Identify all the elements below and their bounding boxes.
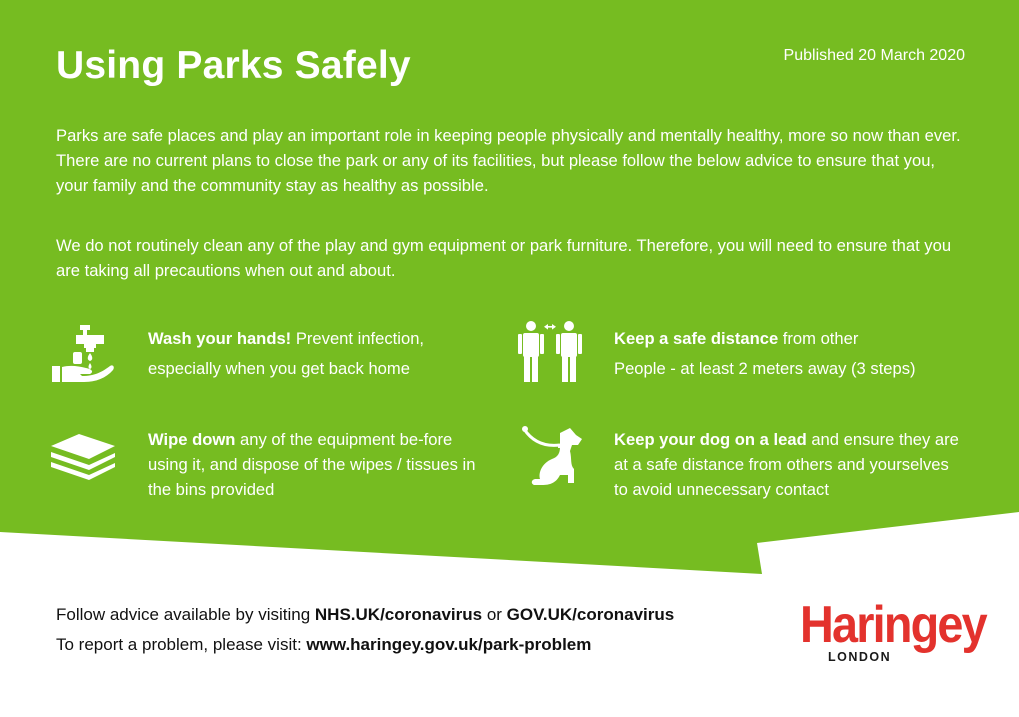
park-problem-link[interactable]: www.haringey.gov.uk/park-problem [306,635,592,654]
tip-dog-lead [614,427,959,502]
footer-advice-prefix: Follow advice available by visiting [56,605,315,624]
cleaning-paragraph: We do not routinely clean any of the play and gym equipment or park furniture. Therefore, you will need to ensure that you are taking all precautions when out and about. [56,236,952,280]
tip-wash-hands-heading: Wash your hands! [148,329,292,348]
tip-wipe-down-text: any of the equipment be-fore using it, and dispose of the wipes / tissues in the bins provided [148,430,476,499]
hand-wash-icon [50,322,116,384]
tip-safe-distance-text: from other [778,329,859,348]
published-date: Published 20 March 2020 [783,47,965,64]
tip-dog-lead-heading: Keep your dog on a lead [614,430,807,449]
tip-safe-distance [614,324,994,384]
haringey-logo [800,596,986,670]
intro-paragraph: Parks are safe places and play an important role in keeping people physically and mentally healthy, more so now than ever. There are no current plans to close the park or any of its facilities, but please follow the below advice to ensure that you, your family and the community stay as healthy as possible. [56,126,961,195]
logo-subtitle: LONDON [828,650,892,664]
tip-wash-hands-text-2: especially when you get back home [148,359,410,378]
page-title: Using Parks Safely [56,44,411,87]
footer-advice [56,605,674,625]
tip-wipe-down [148,427,483,502]
tip-dog-lead-text: and ensure they are at a safe distance from others and yourselves to avoid unnecessary contact [614,430,959,499]
footer-report [56,635,591,655]
tip-wipe-down-heading: Wipe down [148,430,236,449]
wipes-icon [49,432,119,482]
footer-report-prefix: To report a problem, please visit: [56,635,307,654]
tip-wash-hands [148,324,483,384]
tip-safe-distance-text-2: People - at least 2 meters away (3 steps) [614,359,916,378]
tip-wash-hands-text: Prevent infection, [291,329,425,348]
gov-link[interactable]: GOV.UK/coronavirus [506,605,675,624]
nhs-link[interactable]: NHS.UK/coronavirus [314,605,483,624]
social-distance-icon [517,319,583,383]
logo-wordmark: Haringey [800,596,986,654]
tip-safe-distance-heading: Keep a safe distance [614,329,779,348]
dog-on-lead-icon [520,425,586,487]
footer-advice-or: or [482,605,507,624]
